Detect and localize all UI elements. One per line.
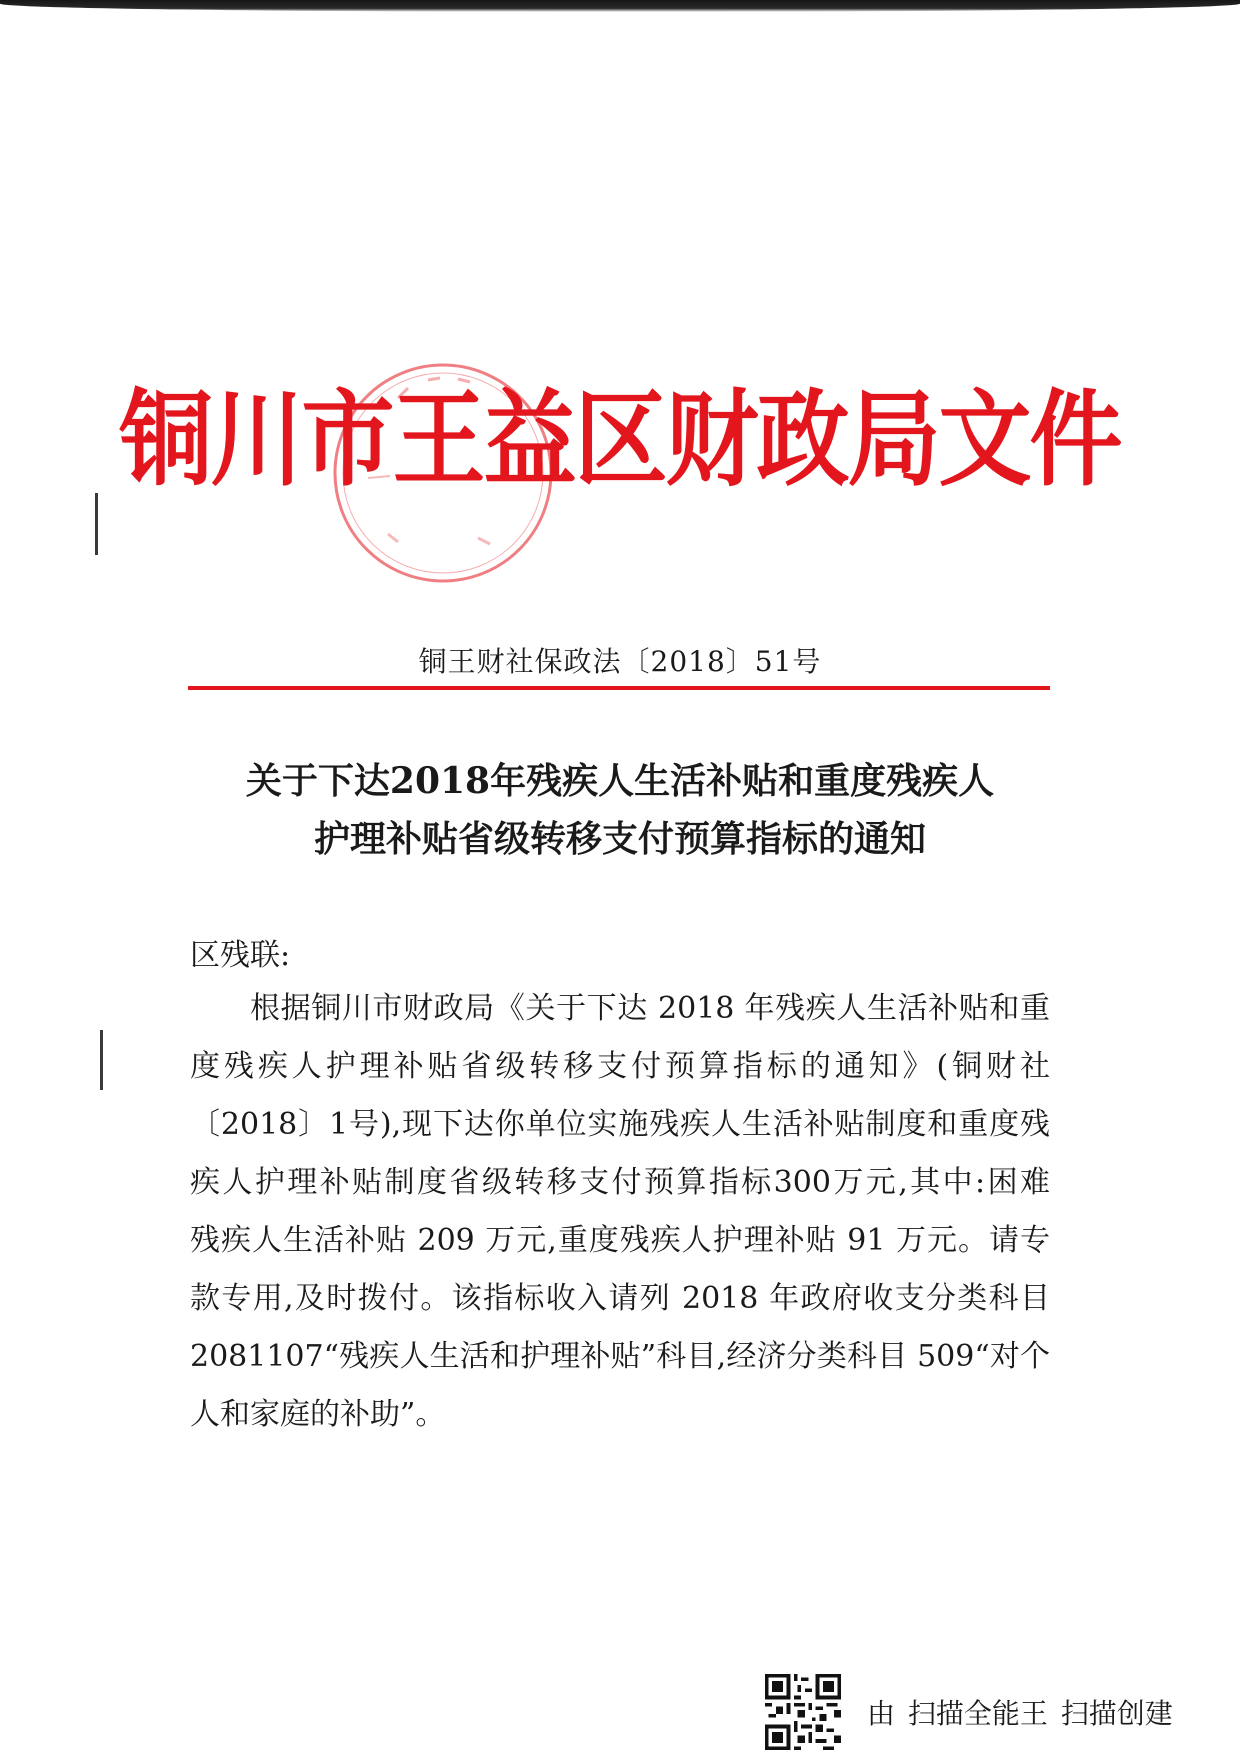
- scanner-watermark-text: 由 扫描全能王 扫描创建: [867, 1697, 1173, 1730]
- body-line: 度残疾人护理补贴省级转移支付预算指标的通知》(铜财社: [190, 1049, 1050, 1084]
- body-line: 人和家庭的补助”。: [190, 1397, 446, 1432]
- body-line: 根据铜川市财政局《关于下达 2018 年残疾人生活补贴和重: [250, 991, 1050, 1026]
- notice-title: [0, 752, 1240, 868]
- notice-title-line: 关于下达2018年残疾人生活补贴和重度残疾人: [245, 760, 995, 802]
- addressee: 区残联:: [190, 938, 291, 973]
- body-line: 疾人护理补贴制度省级转移支付预算指标300万元,其中:困难: [190, 1165, 1050, 1200]
- body-line: 残疾人生活补贴 209 万元,重度残疾人护理补贴 91 万元。请专: [190, 1223, 1050, 1258]
- scan-edge: [0, 0, 1240, 12]
- body-line: 〔2018〕1号),现下达你单位实施残疾人生活补贴制度和重度残: [190, 1107, 1050, 1142]
- scanner-watermark: [765, 1672, 1173, 1752]
- official-seal-icon: [328, 358, 558, 588]
- notice-body: [190, 980, 1050, 1444]
- red-divider-line: [188, 686, 1050, 690]
- body-line: 2081107“残疾人生活和护理补贴”科目,经济分类科目 509“对个: [190, 1339, 1050, 1374]
- body-line: 款专用,及时拨付。该指标收入请列 2018 年政府收支分类科目: [190, 1281, 1050, 1316]
- qr-code-icon: [765, 1674, 841, 1750]
- binding-mark-bottom: [100, 1030, 103, 1090]
- document-number: 铜王财社保政法〔2018〕51号: [418, 645, 822, 678]
- notice-title-line: 护理补贴省级转移支付预算指标的通知: [313, 818, 926, 860]
- document-header-title: 铜川市王益区财政局文件: [119, 379, 1121, 500]
- binding-mark-top: [95, 493, 98, 555]
